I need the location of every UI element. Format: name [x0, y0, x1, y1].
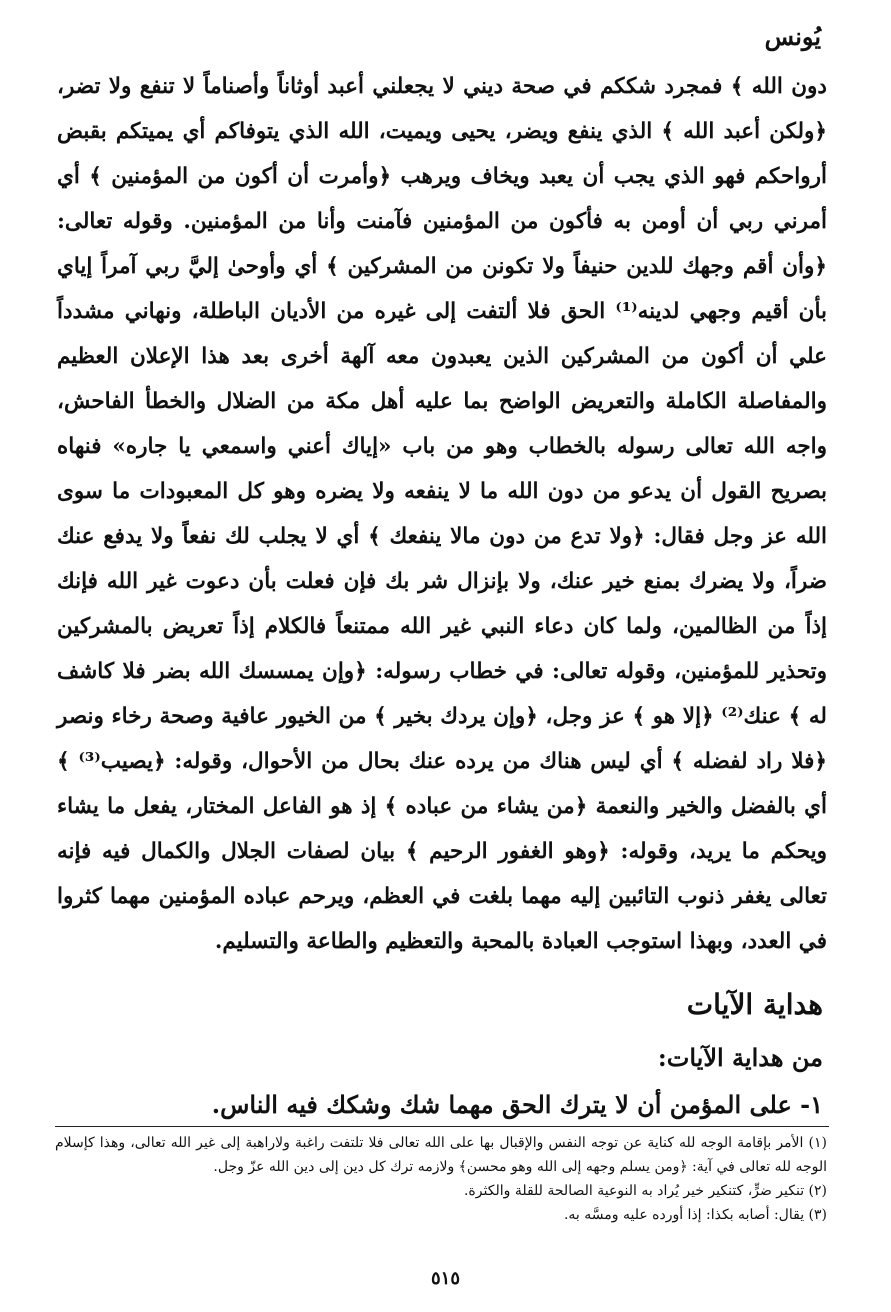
footnote-1: (١) الأمر بإقامة الوجه لله كناية عن توجه النفس والإقبال بها على الله تعالى فلا تلتفت راغبة ولاراهبة إلى غير الله تعالى، وهذا كإسلام الوجه لله تعالى في آية: ﴿ومن يسلم وجهه إلى الله وهو محسن﴾ ولازمه ترك كل دين إلى دين الله عزّ وجل.	[55, 1135, 827, 1175]
footnotes	[55, 1131, 827, 1227]
footnote-2: (٢) تنكير ضرٍّ، كتنكير خير يُراد به النوعية الصالحة للقلة والكثرة.	[463, 1183, 827, 1199]
commentary-body	[57, 64, 827, 964]
section-heading: هداية الآيات	[686, 988, 823, 1021]
running-head: يُونس	[764, 22, 821, 51]
footnote-3: (٣) يقال: أصابه بكذا: إذا أورده عليه ومسَّه به.	[563, 1207, 827, 1223]
page-number: ٥١٥	[430, 1268, 460, 1289]
footnote-divider	[55, 1126, 829, 1127]
sub-heading: من هداية الآيات:	[657, 1043, 823, 1072]
commentary-paragraph: دون الله ﴾ فمجرد شككم في صحة ديني لا يجعلني أعبد أوثاناً وأصناماً لا تنفع ولا تضر، ﴿ولكن أعبد الله ﴾ الذي ينفع ويضر، يحيى ويميت، الله الذي يتوفاكم أي يميتكم بقبض أرواحكم فهو الذي يجب أن يعبد ويخاف ويرهب ﴿وأمرت أن أكون من المؤمنين ﴾ أي أمرني ربي أن أومن به فأكون من المؤمنين فآمنت وأنا من المؤمنين. وقوله تعالى: ﴿وأن أقم وجهك للدين حنيفاً ولا تكونن من المشركين ﴾ أي وأوحىٰ إليَّ ربي آمراً إياي بأن أقيم وجهي لدينه⁽¹⁾ الحق فلا ألتفت إلى غيره من الأديان الباطلة، ونهاني مشدداً علي أن أكون من المشركين الذين يعبدون معه آلهة أخرى بعد هذا الإعلان العظيم والمفاصلة الكاملة والتعريض الواضح بما عليه أهل مكة من الضلال والخطأ الفاحش، واجه الله تعالى رسوله بالخطاب وهو من باب «إياك أعني واسمعي يا جاره» فنهاه بصريح القول أن يدعو من دون الله ما لا ينفعه ولا يضره وهو كل المعبودات ما سوى الله عز وجل فقال: ﴿ولا تدع من دون مالا ينفعك ﴾ أي لا يجلب لك نفعاً ولا يدفع عنك ضراً، ولا يضرك بمنع خير عنك، ولا بإنزال شر بك فإن فعلت بأن دعوت غير الله فإنك إذاً من الظالمين، ولما كان دعاء النبي غير الله ممتنعاً فالكلام إذاً تعريض بالمشركين وتحذير للمؤمنين، وقوله تعالى: في خطاب رسوله: ﴿وإن يمسسك الله بضر فلا كاشف له ﴾ عنك⁽²⁾ ﴿إلا هو ﴾ عز وجل، ﴿وإن يردك بخير ﴾ من الخيور عافية وصحة رخاء ونصر ﴿فلا راد لفضله ﴾ أي ليس هناك من يرده عنك بحال من الأحوال، وقوله: ﴿يصيب⁽³⁾ ﴾ أي بالفضل والخير والنعمة ﴿من يشاء من عباده ﴾ إذ هو الفاعل المختار، يفعل ما يشاء ويحكم ما يريد، وقوله: ﴿وهو الغفور الرحيم ﴾ بيان لصفات الجلال والكمال فيه فإنه تعالى يغفر ذنوب التائبين إليه مهما بلغت في العظم، ويرحم عباده المؤمنين مهما كثروا في العدد، وبهذا استوجب العبادة بالمحبة والتعظيم والطاعة والتسليم.	[57, 74, 827, 954]
lesson-item-1: ١- على المؤمن أن لا يترك الحق مهما شك وشكك فيه الناس.	[211, 1090, 823, 1119]
